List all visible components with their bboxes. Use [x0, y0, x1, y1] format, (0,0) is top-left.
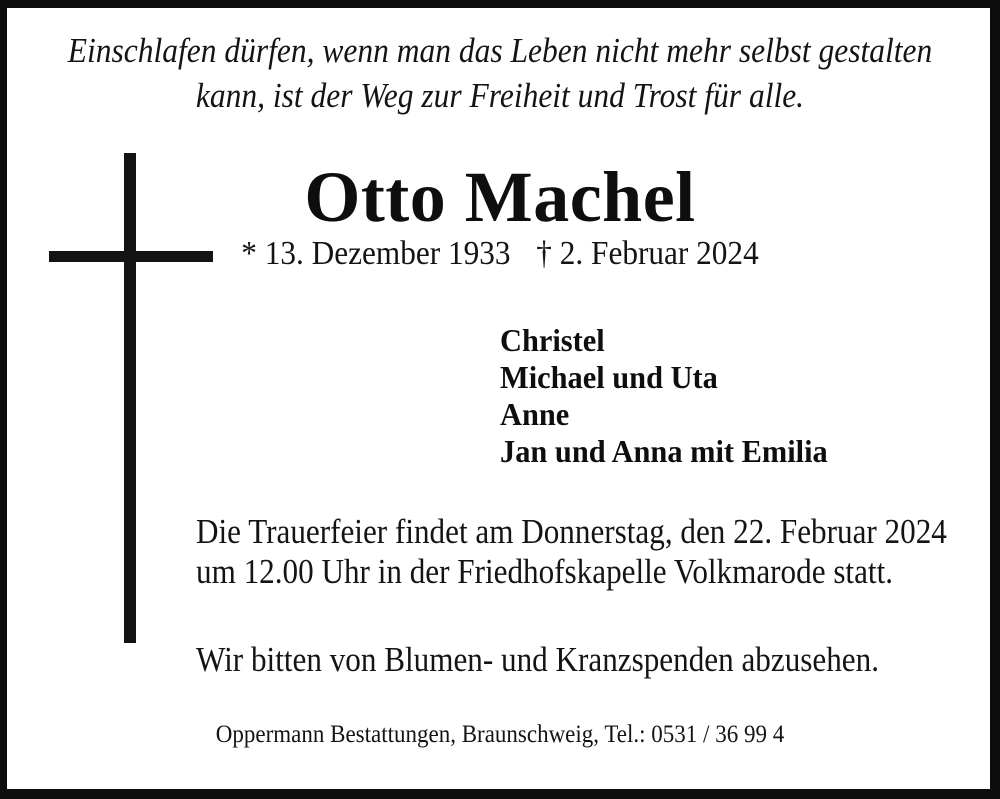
- birth-date: * 13. Dezember 1933: [241, 235, 511, 272]
- mourner-name: Anne: [500, 396, 570, 432]
- mourner-name: Jan und Anna mit Emilia: [500, 433, 828, 469]
- epigraph-line-1: Einschlafen dürfen, wenn man das Leben nicht mehr selbst gestalten: [67, 31, 933, 70]
- scan-border-top: [0, 0, 1000, 8]
- mourner-name: Christel: [500, 322, 605, 358]
- scan-border-left: [0, 0, 7, 799]
- life-dates: [40, 236, 960, 272]
- deceased-name: Otto Machel: [304, 157, 696, 237]
- epigraph-line-2: kann, ist der Weg zur Freiheit und Trost für alle.: [195, 76, 805, 115]
- mourner-name: Michael und Uta: [500, 359, 718, 395]
- mourners-list: [500, 322, 828, 470]
- scan-border-right: [990, 0, 1000, 799]
- service-announcement: [196, 512, 947, 592]
- donations-request: Wir bitten von Blumen- und Kranzspenden abzusehen.: [196, 640, 879, 679]
- service-line-1: Die Trauerfeier findet am Donnerstag, den 22. Februar 2024: [196, 512, 947, 551]
- funeral-home-info: Oppermann Bestattungen, Braunschweig, Tel.: 0531 / 36 99 4: [215, 721, 785, 748]
- epigraph: [50, 28, 950, 118]
- scan-border-bottom: [0, 789, 1000, 799]
- service-line-2: um 12.00 Uhr in der Friedhofskapelle Volkmarode statt.: [196, 552, 894, 591]
- death-date: † 2. Februar 2024: [536, 235, 759, 272]
